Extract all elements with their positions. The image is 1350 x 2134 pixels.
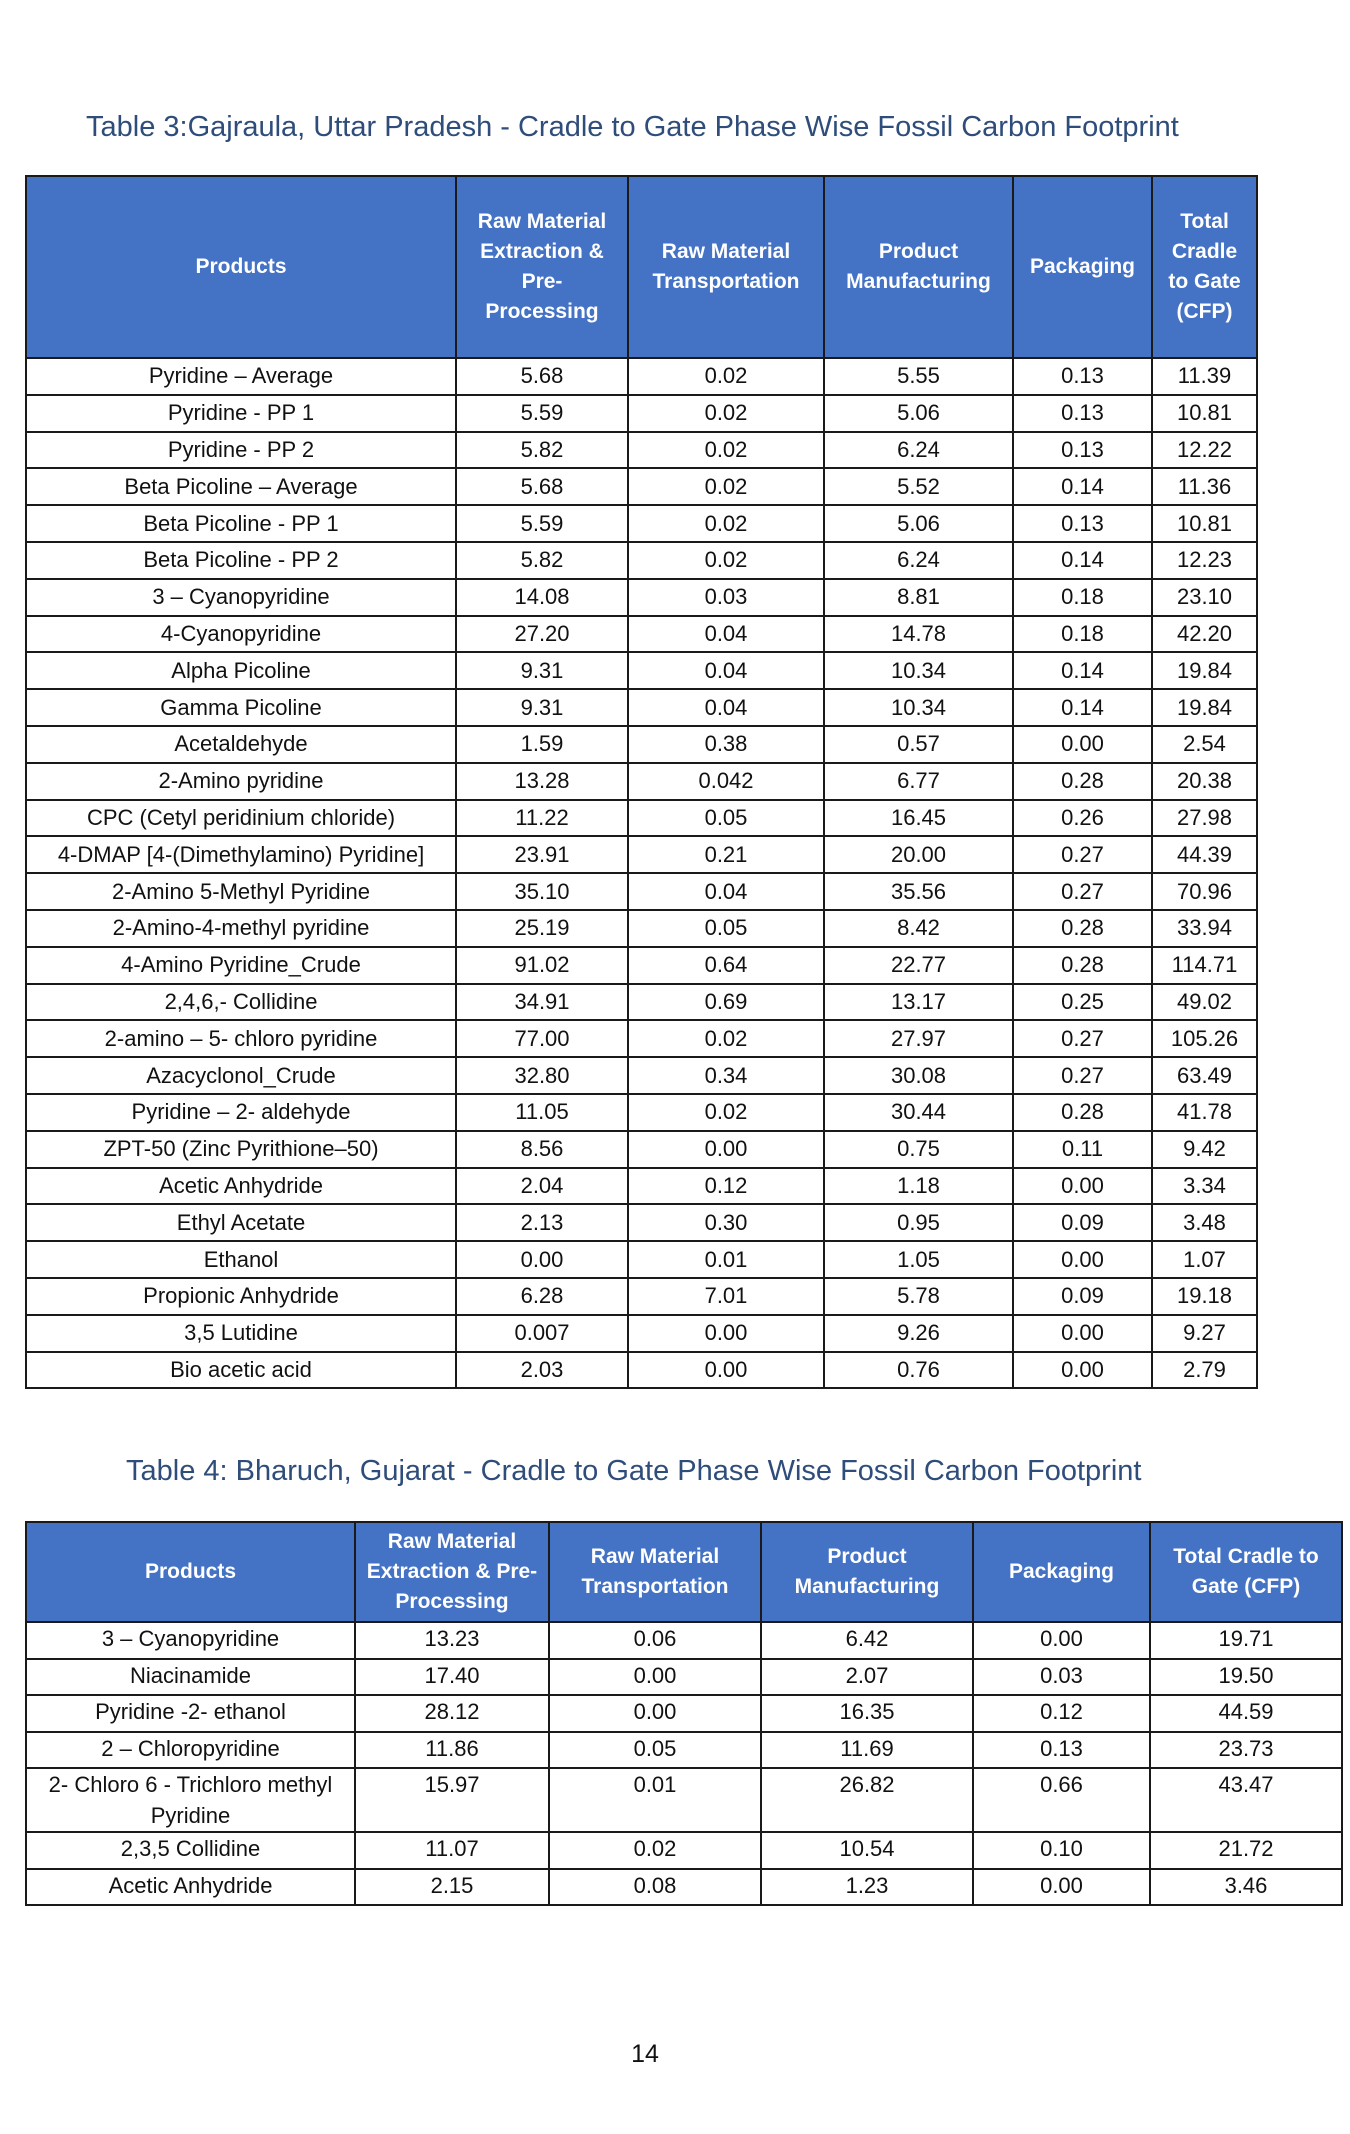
column-header: Products xyxy=(26,1522,355,1622)
value-cell: 10.54 xyxy=(761,1832,973,1869)
value-cell: 0.06 xyxy=(549,1622,761,1659)
value-cell: 2.04 xyxy=(456,1168,628,1205)
value-cell: 0.28 xyxy=(1013,1094,1152,1131)
product-name-cell: Acetic Anhydride xyxy=(26,1168,456,1205)
value-cell: 10.34 xyxy=(824,689,1013,726)
product-name-cell: Pyridine - PP 1 xyxy=(26,395,456,432)
value-cell: 0.02 xyxy=(628,358,824,395)
value-cell: 5.68 xyxy=(456,468,628,505)
value-cell: 27.98 xyxy=(1152,800,1257,837)
column-header: Product Manufacturing xyxy=(761,1522,973,1622)
value-cell: 0.28 xyxy=(1013,910,1152,947)
value-cell: 0.01 xyxy=(628,1241,824,1278)
table-row xyxy=(26,1695,1342,1732)
value-cell: 0.042 xyxy=(628,763,824,800)
value-cell: 0.05 xyxy=(628,910,824,947)
value-cell: 0.03 xyxy=(973,1659,1150,1696)
table-row xyxy=(26,1020,1257,1057)
value-cell: 27.97 xyxy=(824,1020,1013,1057)
table-row xyxy=(26,1094,1257,1131)
value-cell: 30.44 xyxy=(824,1094,1013,1131)
value-cell: 0.28 xyxy=(1013,947,1152,984)
value-cell: 8.42 xyxy=(824,910,1013,947)
value-cell: 0.25 xyxy=(1013,984,1152,1021)
column-header: Product Manufacturing xyxy=(824,176,1013,358)
value-cell: 21.72 xyxy=(1150,1832,1342,1869)
value-cell: 30.08 xyxy=(824,1057,1013,1094)
value-cell: 0.02 xyxy=(628,542,824,579)
value-cell: 9.26 xyxy=(824,1315,1013,1352)
value-cell: 0.14 xyxy=(1013,542,1152,579)
value-cell: 1.07 xyxy=(1152,1241,1257,1278)
product-name-cell: Azacyclonol_Crude xyxy=(26,1057,456,1094)
value-cell: 0.01 xyxy=(549,1768,761,1832)
value-cell: 5.52 xyxy=(824,468,1013,505)
value-cell: 0.08 xyxy=(549,1869,761,1906)
table-row xyxy=(26,1869,1342,1906)
value-cell: 0.76 xyxy=(824,1352,1013,1389)
table-row xyxy=(26,910,1257,947)
value-cell: 0.27 xyxy=(1013,1057,1152,1094)
table-row xyxy=(26,1204,1257,1241)
value-cell: 33.94 xyxy=(1152,910,1257,947)
value-cell: 0.02 xyxy=(549,1832,761,1869)
value-cell: 9.27 xyxy=(1152,1315,1257,1352)
value-cell: 0.00 xyxy=(456,1241,628,1278)
product-name-cell: ZPT-50 (Zinc Pyrithione–50) xyxy=(26,1131,456,1168)
value-cell: 0.04 xyxy=(628,873,824,910)
value-cell: 63.49 xyxy=(1152,1057,1257,1094)
table-row xyxy=(26,1832,1342,1869)
value-cell: 0.04 xyxy=(628,689,824,726)
table-row xyxy=(26,800,1257,837)
value-cell: 16.35 xyxy=(761,1695,973,1732)
value-cell: 26.82 xyxy=(761,1768,973,1832)
product-name-cell: Pyridine – 2- aldehyde xyxy=(26,1094,456,1131)
value-cell: 2.15 xyxy=(355,1869,549,1906)
value-cell: 0.02 xyxy=(628,1020,824,1057)
value-cell: 12.22 xyxy=(1152,432,1257,469)
table-row xyxy=(26,1732,1342,1769)
value-cell: 23.91 xyxy=(456,836,628,873)
value-cell: 5.59 xyxy=(456,395,628,432)
value-cell: 35.56 xyxy=(824,873,1013,910)
value-cell: 0.02 xyxy=(628,395,824,432)
table-row xyxy=(26,1057,1257,1094)
product-name-cell: 2-amino – 5- chloro pyridine xyxy=(26,1020,456,1057)
value-cell: 0.04 xyxy=(628,652,824,689)
table-row xyxy=(26,873,1257,910)
column-header: Raw Material Extraction & Pre-Processing xyxy=(355,1522,549,1622)
product-name-cell: 2-Amino pyridine xyxy=(26,763,456,800)
value-cell: 0.13 xyxy=(1013,432,1152,469)
value-cell: 0.00 xyxy=(549,1695,761,1732)
value-cell: 0.21 xyxy=(628,836,824,873)
value-cell: 23.10 xyxy=(1152,579,1257,616)
value-cell: 0.66 xyxy=(973,1768,1150,1832)
value-cell: 0.00 xyxy=(973,1622,1150,1659)
column-header: Packaging xyxy=(1013,176,1152,358)
value-cell: 114.71 xyxy=(1152,947,1257,984)
value-cell: 25.19 xyxy=(456,910,628,947)
value-cell: 0.05 xyxy=(628,800,824,837)
product-name-cell: 2- Chloro 6 - Trichloro methyl Pyridine xyxy=(26,1768,355,1832)
value-cell: 14.78 xyxy=(824,616,1013,653)
product-name-cell: 4-Cyanopyridine xyxy=(26,616,456,653)
value-cell: 0.04 xyxy=(628,616,824,653)
value-cell: 3.46 xyxy=(1150,1869,1342,1906)
value-cell: 23.73 xyxy=(1150,1732,1342,1769)
value-cell: 0.14 xyxy=(1013,689,1152,726)
column-header: Total Cradle to Gate (CFP) xyxy=(1150,1522,1342,1622)
product-name-cell: Niacinamide xyxy=(26,1659,355,1696)
product-name-cell: 2,4,6,- Collidine xyxy=(26,984,456,1021)
column-header: Raw Material Extraction & Pre-Processing xyxy=(456,176,628,358)
value-cell: 19.50 xyxy=(1150,1659,1342,1696)
product-name-cell: 4-DMAP [4-(Dimethylamino) Pyridine] xyxy=(26,836,456,873)
table-row xyxy=(26,542,1257,579)
table-row xyxy=(26,763,1257,800)
value-cell: 14.08 xyxy=(456,579,628,616)
value-cell: 0.38 xyxy=(628,726,824,763)
table-row xyxy=(26,616,1257,653)
value-cell: 22.77 xyxy=(824,947,1013,984)
value-cell: 11.69 xyxy=(761,1732,973,1769)
value-cell: 0.14 xyxy=(1013,468,1152,505)
value-cell: 0.00 xyxy=(628,1352,824,1389)
value-cell: 28.12 xyxy=(355,1695,549,1732)
value-cell: 0.00 xyxy=(1013,1315,1152,1352)
table-row xyxy=(26,505,1257,542)
value-cell: 3.34 xyxy=(1152,1168,1257,1205)
value-cell: 0.09 xyxy=(1013,1278,1152,1315)
product-name-cell: Bio acetic acid xyxy=(26,1352,456,1389)
value-cell: 0.00 xyxy=(628,1131,824,1168)
value-cell: 15.97 xyxy=(355,1768,549,1832)
value-cell: 17.40 xyxy=(355,1659,549,1696)
table-row xyxy=(26,1168,1257,1205)
product-name-cell: Beta Picoline - PP 1 xyxy=(26,505,456,542)
value-cell: 0.00 xyxy=(549,1659,761,1696)
value-cell: 5.78 xyxy=(824,1278,1013,1315)
value-cell: 19.84 xyxy=(1152,652,1257,689)
value-cell: 0.13 xyxy=(1013,395,1152,432)
product-name-cell: Ethyl Acetate xyxy=(26,1204,456,1241)
value-cell: 5.68 xyxy=(456,358,628,395)
value-cell: 0.13 xyxy=(1013,358,1152,395)
table-row xyxy=(26,726,1257,763)
table-row xyxy=(26,836,1257,873)
table4-caption: Table 4: Bharuch, Gujarat - Cradle to Gate Phase Wise Fossil Carbon Footprint xyxy=(126,1455,1142,1487)
value-cell: 32.80 xyxy=(456,1057,628,1094)
value-cell: 20.00 xyxy=(824,836,1013,873)
value-cell: 43.47 xyxy=(1150,1768,1342,1832)
value-cell: 0.18 xyxy=(1013,616,1152,653)
product-name-cell: CPC (Cetyl peridinium chloride) xyxy=(26,800,456,837)
value-cell: 0.02 xyxy=(628,1094,824,1131)
table-row xyxy=(26,432,1257,469)
product-name-cell: Pyridine - PP 2 xyxy=(26,432,456,469)
value-cell: 42.20 xyxy=(1152,616,1257,653)
value-cell: 16.45 xyxy=(824,800,1013,837)
value-cell: 12.23 xyxy=(1152,542,1257,579)
table-row xyxy=(26,579,1257,616)
value-cell: 0.12 xyxy=(973,1695,1150,1732)
table-row xyxy=(26,1622,1342,1659)
table-row xyxy=(26,395,1257,432)
table-row xyxy=(26,652,1257,689)
value-cell: 0.75 xyxy=(824,1131,1013,1168)
product-name-cell: Beta Picoline – Average xyxy=(26,468,456,505)
value-cell: 49.02 xyxy=(1152,984,1257,1021)
value-cell: 2.07 xyxy=(761,1659,973,1696)
value-cell: 8.56 xyxy=(456,1131,628,1168)
value-cell: 0.03 xyxy=(628,579,824,616)
value-cell: 2.54 xyxy=(1152,726,1257,763)
value-cell: 2.03 xyxy=(456,1352,628,1389)
value-cell: 6.24 xyxy=(824,432,1013,469)
table-row xyxy=(26,1278,1257,1315)
table-row xyxy=(26,984,1257,1021)
table-row xyxy=(26,689,1257,726)
page-number: 14 xyxy=(631,2040,659,2068)
value-cell: 11.86 xyxy=(355,1732,549,1769)
value-cell: 0.14 xyxy=(1013,652,1152,689)
column-header: Total Cradle to Gate (CFP) xyxy=(1152,176,1257,358)
table-row xyxy=(26,947,1257,984)
table3-caption: Table 3:Gajraula, Uttar Pradesh - Cradle to Gate Phase Wise Fossil Carbon Footprint xyxy=(86,111,1179,143)
value-cell: 70.96 xyxy=(1152,873,1257,910)
value-cell: 11.05 xyxy=(456,1094,628,1131)
product-name-cell: Beta Picoline - PP 2 xyxy=(26,542,456,579)
value-cell: 0.13 xyxy=(1013,505,1152,542)
table-row xyxy=(26,1241,1257,1278)
value-cell: 5.06 xyxy=(824,505,1013,542)
value-cell: 0.28 xyxy=(1013,763,1152,800)
table-row xyxy=(26,1315,1257,1352)
value-cell: 5.06 xyxy=(824,395,1013,432)
product-name-cell: Acetaldehyde xyxy=(26,726,456,763)
product-name-cell: 3 – Cyanopyridine xyxy=(26,579,456,616)
value-cell: 35.10 xyxy=(456,873,628,910)
value-cell: 6.42 xyxy=(761,1622,973,1659)
value-cell: 13.23 xyxy=(355,1622,549,1659)
value-cell: 0.00 xyxy=(1013,1168,1152,1205)
value-cell: 13.17 xyxy=(824,984,1013,1021)
value-cell: 0.26 xyxy=(1013,800,1152,837)
product-name-cell: 4-Amino Pyridine_Crude xyxy=(26,947,456,984)
value-cell: 0.00 xyxy=(1013,726,1152,763)
value-cell: 11.36 xyxy=(1152,468,1257,505)
value-cell: 11.22 xyxy=(456,800,628,837)
value-cell: 0.18 xyxy=(1013,579,1152,616)
value-cell: 6.77 xyxy=(824,763,1013,800)
value-cell: 19.18 xyxy=(1152,1278,1257,1315)
value-cell: 2.79 xyxy=(1152,1352,1257,1389)
value-cell: 0.13 xyxy=(973,1732,1150,1769)
table-row xyxy=(26,1768,1342,1832)
value-cell: 20.38 xyxy=(1152,763,1257,800)
value-cell: 0.27 xyxy=(1013,1020,1152,1057)
value-cell: 11.07 xyxy=(355,1832,549,1869)
value-cell: 41.78 xyxy=(1152,1094,1257,1131)
value-cell: 9.42 xyxy=(1152,1131,1257,1168)
value-cell: 44.39 xyxy=(1152,836,1257,873)
value-cell: 11.39 xyxy=(1152,358,1257,395)
value-cell: 1.05 xyxy=(824,1241,1013,1278)
value-cell: 0.69 xyxy=(628,984,824,1021)
value-cell: 0.00 xyxy=(973,1869,1150,1906)
value-cell: 0.34 xyxy=(628,1057,824,1094)
value-cell: 0.95 xyxy=(824,1204,1013,1241)
product-name-cell: 2-Amino 5-Methyl Pyridine xyxy=(26,873,456,910)
product-name-cell: Pyridine -2- ethanol xyxy=(26,1695,355,1732)
value-cell: 34.91 xyxy=(456,984,628,1021)
value-cell: 0.27 xyxy=(1013,836,1152,873)
value-cell: 44.59 xyxy=(1150,1695,1342,1732)
value-cell: 1.23 xyxy=(761,1869,973,1906)
column-header: Raw Material Transportation xyxy=(549,1522,761,1622)
value-cell: 5.82 xyxy=(456,432,628,469)
product-name-cell: Gamma Picoline xyxy=(26,689,456,726)
value-cell: 0.57 xyxy=(824,726,1013,763)
table3-gajraula xyxy=(25,175,1258,1389)
value-cell: 9.31 xyxy=(456,652,628,689)
value-cell: 5.59 xyxy=(456,505,628,542)
value-cell: 0.00 xyxy=(628,1315,824,1352)
value-cell: 3.48 xyxy=(1152,1204,1257,1241)
column-header: Raw Material Transportation xyxy=(628,176,824,358)
value-cell: 13.28 xyxy=(456,763,628,800)
value-cell: 9.31 xyxy=(456,689,628,726)
product-name-cell: 2,3,5 Collidine xyxy=(26,1832,355,1869)
value-cell: 0.00 xyxy=(1013,1241,1152,1278)
value-cell: 77.00 xyxy=(456,1020,628,1057)
table4-bharuch xyxy=(25,1521,1343,1906)
value-cell: 0.05 xyxy=(549,1732,761,1769)
table3-header-row xyxy=(26,176,1257,358)
value-cell: 0.10 xyxy=(973,1832,1150,1869)
value-cell: 10.34 xyxy=(824,652,1013,689)
value-cell: 0.007 xyxy=(456,1315,628,1352)
value-cell: 0.02 xyxy=(628,432,824,469)
value-cell: 0.02 xyxy=(628,505,824,542)
product-name-cell: Propionic Anhydride xyxy=(26,1278,456,1315)
value-cell: 0.11 xyxy=(1013,1131,1152,1168)
product-name-cell: Alpha Picoline xyxy=(26,652,456,689)
column-header: Products xyxy=(26,176,456,358)
value-cell: 0.09 xyxy=(1013,1204,1152,1241)
table4-header-row xyxy=(26,1522,1342,1622)
table-row xyxy=(26,468,1257,505)
product-name-cell: 2-Amino-4-methyl pyridine xyxy=(26,910,456,947)
product-name-cell: Ethanol xyxy=(26,1241,456,1278)
value-cell: 8.81 xyxy=(824,579,1013,616)
value-cell: 0.27 xyxy=(1013,873,1152,910)
value-cell: 105.26 xyxy=(1152,1020,1257,1057)
value-cell: 0.30 xyxy=(628,1204,824,1241)
value-cell: 19.71 xyxy=(1150,1622,1342,1659)
table-row xyxy=(26,358,1257,395)
value-cell: 0.64 xyxy=(628,947,824,984)
value-cell: 0.00 xyxy=(1013,1352,1152,1389)
product-name-cell: Acetic Anhydride xyxy=(26,1869,355,1906)
value-cell: 91.02 xyxy=(456,947,628,984)
value-cell: 2.13 xyxy=(456,1204,628,1241)
value-cell: 19.84 xyxy=(1152,689,1257,726)
table-row xyxy=(26,1659,1342,1696)
table-row xyxy=(26,1131,1257,1168)
table-row xyxy=(26,1352,1257,1389)
value-cell: 10.81 xyxy=(1152,395,1257,432)
value-cell: 0.12 xyxy=(628,1168,824,1205)
product-name-cell: 2 – Chloropyridine xyxy=(26,1732,355,1769)
value-cell: 10.81 xyxy=(1152,505,1257,542)
column-header: Packaging xyxy=(973,1522,1150,1622)
value-cell: 27.20 xyxy=(456,616,628,653)
value-cell: 7.01 xyxy=(628,1278,824,1315)
value-cell: 5.55 xyxy=(824,358,1013,395)
value-cell: 1.18 xyxy=(824,1168,1013,1205)
value-cell: 5.82 xyxy=(456,542,628,579)
product-name-cell: 3,5 Lutidine xyxy=(26,1315,456,1352)
value-cell: 6.28 xyxy=(456,1278,628,1315)
value-cell: 0.02 xyxy=(628,468,824,505)
value-cell: 6.24 xyxy=(824,542,1013,579)
product-name-cell: 3 – Cyanopyridine xyxy=(26,1622,355,1659)
value-cell: 1.59 xyxy=(456,726,628,763)
product-name-cell: Pyridine – Average xyxy=(26,358,456,395)
